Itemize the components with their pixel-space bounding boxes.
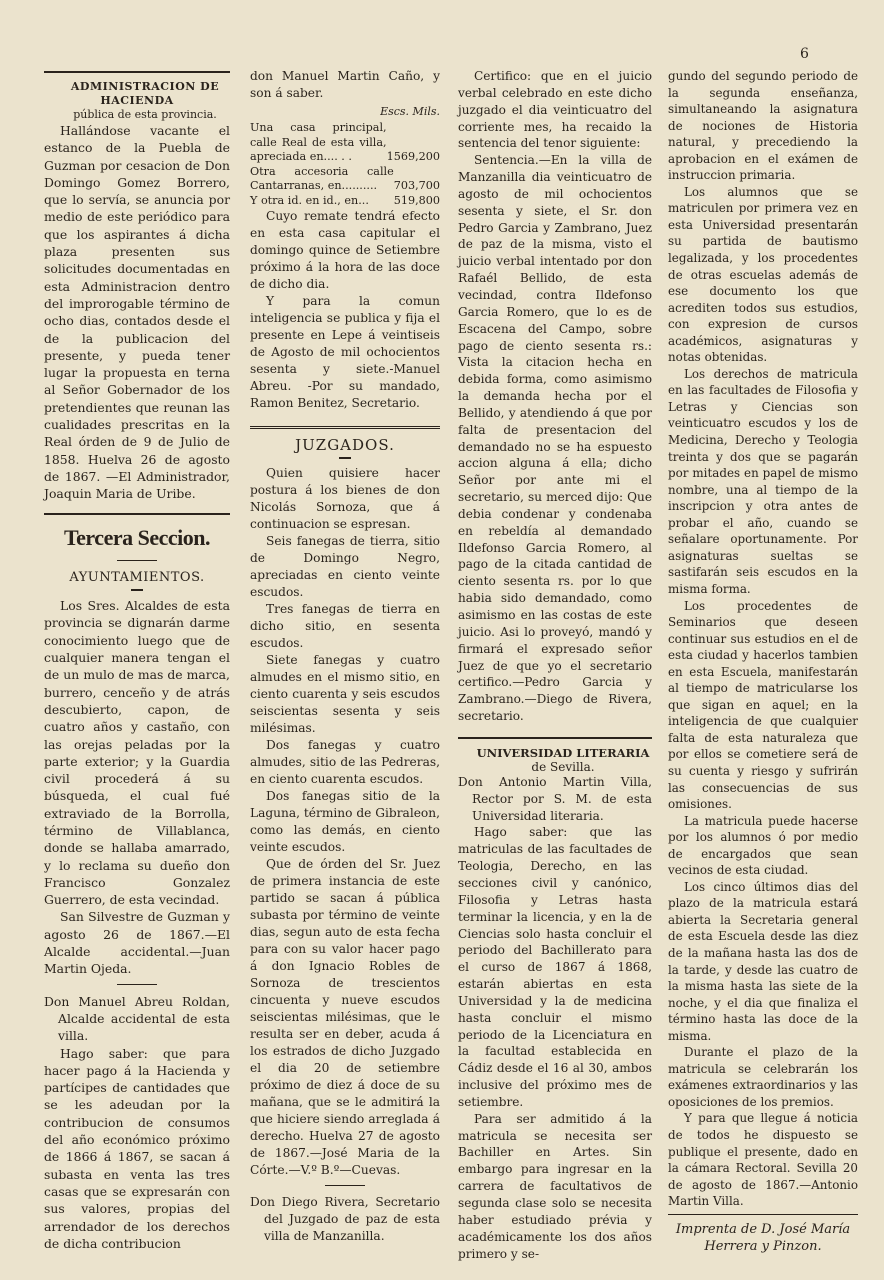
paragraph: Los alumnos que se matriculen por primera vez en esta Universidad presentarán su partida de bautismo legalizada, y los procedentes de otras escuelas además de ese documento los que acrediten todos sus estudios, con expresion de cursos académicos, asignaturas y notas obtenidas. xyxy=(668,184,858,365)
hago-saber-text: Hago saber: que las matriculas de las facultades de Teologia, Derecho, en las secciones civil y canónico, Filosofia y Letras hasta terminar la licencia, y en la de Ciencias solo hasta concluir el periodo del Bachillerato para el curso de 1867 á 1868, estarán abiertas en esta Universidad y la de medicina hasta concluir el mismo periodo de la Licenciatura en la facultad establecida en Cádiz desde el 16 al 30, ambos inclusive del próximo mes de setiembre. xyxy=(458,825,652,1109)
juzgados-item: Seis fanegas de tierra, sitio de Domingo Negro, apreciadas en ciento veinte escudos. xyxy=(250,534,440,599)
paragraph: Y para que llegue á noticia de todos he dispuesto se publique el presente, dado en la cámara Rectoral. Sevilla 20 de agosto de 1867.—Antonio Martin Villa. xyxy=(668,1111,858,1209)
column-2 xyxy=(250,68,440,1245)
universidad-subtitle: de Sevilla. xyxy=(531,759,595,774)
juzgados-item: Dos fanegas sitio de la Laguna, término de Gibraleon, como las demás, en ciento veinte escudos. xyxy=(250,789,440,854)
divider xyxy=(458,737,652,739)
divider xyxy=(117,984,157,985)
property-text: Otra accesoria calle Cantarranas, en.......... xyxy=(250,164,394,192)
imprenta-credit: Imprenta de D. José María Herrera y Pinzon. xyxy=(675,1221,851,1254)
property-text: Y otra id. en id., en... xyxy=(250,193,369,207)
universidad-title: UNIVERSIDAD LITERARIA xyxy=(476,745,650,760)
divider xyxy=(325,1185,365,1186)
juzgados-intro: Quien quisiere hacer postura á los bienes de don Nicolás Sornoza, que á continuacion se espresan. xyxy=(250,466,440,531)
certifico-text: Certifico: que en el juicio verbal celebrado en este dicho juzgado el dia veinticuatro del corriente mes, ha recaido la sentencia del tenor siguiente: xyxy=(458,69,652,151)
abreu-heading: Don Manuel Abreu Roldan, Alcalde accidental de esta villa. xyxy=(44,993,230,1044)
divider xyxy=(668,1214,858,1215)
property-entry xyxy=(250,194,440,209)
section-title: Tercera Seccion. xyxy=(64,524,210,550)
continuation-text: gundo del segundo periodo de la segunda enseñanza, simultaneando la asignatura de nociones de Historia natural, y precediendo la aprobacion en el exámen de instruccion primaria. xyxy=(668,69,858,183)
property-entry xyxy=(250,165,440,194)
column-3 xyxy=(458,68,652,1262)
column-1 xyxy=(44,68,230,1252)
property-value: 519,800 xyxy=(393,193,440,207)
divider xyxy=(131,589,143,591)
rector-heading: Don Antonio Martin Villa, Rector por S. M. de esta Universidad literaria. xyxy=(458,774,652,823)
admitido-text: Para ser admitido á la matricula se necesita ser Bachiller en Artes. Sin embargo para ingresar en la carrera de facultativos de segunda clase solo se necesita haber estudiado prévia y académicamente los dos años primero y se- xyxy=(458,1111,652,1261)
paragraph: Los derechos de matricula en las facultades de Filosofia y Letras y Ciencias son veinticuatro escudos y los de Medicina, Derecho y Teologia treinta y dos que se pagarán por mitades en papel de mismo nombre, una al tiempo de la inscripcion y otra antes de probar el año, cuando se señalare oportunamente. Por asignaturas sueltas se sastifarán seis escudos en la misma forma. xyxy=(668,366,858,596)
escs-label: Escs. Mils. xyxy=(380,105,440,118)
divider xyxy=(250,426,440,429)
paragraph: Los cinco últimos dias del plazo de la matricula estará abierta la Secretaria general de esta Escuela desde las diez de la mañana hasta las dos de la tarde, y desde las cuatro de la misma hasta las siete de la noche, y el dia que finaliza el término hasta las doce de la misma. xyxy=(668,879,858,1043)
property-text: Una casa principal, calle Real de esta villa, apreciada en.... . . xyxy=(250,121,387,163)
juzgados-item: Siete fanegas y cuatro almudes en el mismo sitio, en ciento cuarenta y seis escudos seiscientas sesenta y seis milésimas. xyxy=(250,653,440,735)
property-value: 1569,200 xyxy=(386,150,440,163)
alcaldes-signature: San Silvestre de Guzman y agosto 26 de 1867.—El Alcalde accidental.—Juan Martin Ojeda. xyxy=(44,909,230,977)
admin-title: ADMINISTRACION DE HACIENDA xyxy=(70,80,220,107)
remate-text: Cuyo remate tendrá efecto en esta casa capitular el domingo quince de Setiembre próximo á la hora de las doce de dicho dia. xyxy=(250,209,440,291)
abreu-continuation: don Manuel Martin Caño, y son á saber. xyxy=(250,69,440,100)
abreu-body: Hago saber: que para hacer pago á la Hacienda y partícipes de cantidades que se les adeudan por la contribucion de consumos del año económico próximo de 1866 á 1867, se sacan á subasta en venta las tres casas que se expresarán con sus valores, propias del arrendador de los derechos de dicha contribucion xyxy=(44,1045,230,1251)
divider xyxy=(339,457,351,459)
divider xyxy=(44,513,230,515)
page-mark: 6 xyxy=(800,46,809,62)
lepe-text: Y para la comun inteligencia se publica y fija el presente en Lepe á veintiseis de Agosto de mil ochocientos sesenta y siete.-Manuel Abreu. -Por su mandado, Ramon Benitez, Secretario. xyxy=(250,294,440,410)
ayuntamientos-heading: AYUNTAMIENTOS. xyxy=(69,569,205,585)
paragraph: La matricula puede hacerse por los alumnos ó por medio de encargados que sean vecinos de esta ciudad. xyxy=(668,813,858,878)
juzgados-item: Dos fanegas y cuatro almudes, sitio de las Pedreras, en ciento cuarenta escudos. xyxy=(250,738,440,786)
admin-body: Hallándose vacante el estanco de la Puebla de Guzman por cesacion de Don Domingo Gomez Borrero, que lo servía, se anuncia por medio de este periódico para que los aspirantes á dicha plaza presenten sus solicitudes documentadas en esta Administracion dentro del improrogable término de ocho dias, contados desde el de la publicacion del presente, y pueda tener lugar la propuesta en terna al Señor Gobernador de los pretendientes que reunan las cualidades prescritas en la Real órden de 9 de Julio de 1858. Huelva 26 de agosto de 1867. —El Administrador, Joaquin Maria de Uribe. xyxy=(44,123,230,502)
paragraph: Los procedentes de Seminarios que deseen continuar sus estudios en el de esta ciudad y hacerlos tambien en esta Escuela, manifestarán al tiempo de matricularse los que sigan en aquel; en la inteligencia de que cualquier falta de esta naturaleza que por ellos se cometiere será de su cuenta y riesgo y sufrirán las consecuencias de sus omisiones. xyxy=(668,598,858,812)
column-4 xyxy=(668,68,858,1255)
orden-text: Que de órden del Sr. Juez de primera instancia de este partido se sacan á pública subasta por término de veinte dias, segun auto de esta fecha para con su valor hacer pago á don Ignacio Robles de Sornoza de trescientos cincuenta y nueve escudos seiscientas milésimas, que le resulta ser en deber, acuda á los estrados de dicho Juzgado el dia 20 de setiembre próximo de diez á doce de su mañana, que se le admitirá la que hiciere siendo arreglada á derecho. Huelva 27 de agosto de 1867.—José Maria de la Córte.—V.º B.º—Cuevas. xyxy=(250,857,440,1177)
juzgados-heading: JUZGADOS. xyxy=(295,436,395,454)
divider xyxy=(44,71,230,73)
alcaldes-body: Los Sres. Alcaldes de esta provincia se dignarán darme conocimiento luego que de cualquier manera tengan el de un mulo de mas de marca, burrero, cenceño y de atrás descubierto, capon, de cuatro años y castaño, con las orejas peladas por la parte exterior; y la Guardia civil procederá á su búsqueda, el cual fué extraviado de la Borrolla, término de Villablanca, donde se hallaba amarrado, y lo reclama su dueño don Francisco Gonzalez Guerrero, de esta vecindad. xyxy=(44,598,230,908)
property-entry xyxy=(250,121,440,165)
divider xyxy=(117,560,157,561)
admin-subtitle: pública de esta provincia. xyxy=(73,108,217,121)
paragraph: Durante el plazo de la matricula se celebrarán los exámenes extraordinarios y las oposiciones de los premios. xyxy=(668,1045,858,1109)
juzgados-item: Tres fanegas de tierra en dicho sitio, en sesenta escudos. xyxy=(250,602,440,650)
property-value: 703,700 xyxy=(393,179,440,192)
sentencia-text: Sentencia.—En la villa de Manzanilla dia veinticuatro de agosto de mil ochocientos sesenta y siete, el Sr. don Pedro Garcia y Zambrano, Juez de paz de la misma, visto el juicio verbal intentado por don Rafaél Bellido, de esta vecindad, contra Ildefonso Garcia Romero, que lo es de Escacena del Campo, sobre pago de ciento sesenta rs.: Vista la citacion hecha en debida forma, como asimismo la demanda hecha por el Bellido, y atendiendo á que por falta de presentacion del demandado no se ha espuesto accion alguna á ella; dicho Señor por ante mi el secretario, su merced dijo: Que debia condenar y condenaba en rebeldía al demandado Ildefonso Garcia Romero, al pago de la citada cantidad de ciento sesenta rs. por lo que habia sido demandado, como asimismo en las costas de este juicio. Asi lo proveyó, mandó y firmará el expresado señor Juez de que yo el secretario certifico.—Pedro Garcia y Zambrano.—Diego de Rivera, secretario. xyxy=(458,153,652,724)
rivera-heading: Don Diego Rivera, Secretario del Juzgado de paz de esta villa de Manzanilla. xyxy=(250,1195,440,1243)
